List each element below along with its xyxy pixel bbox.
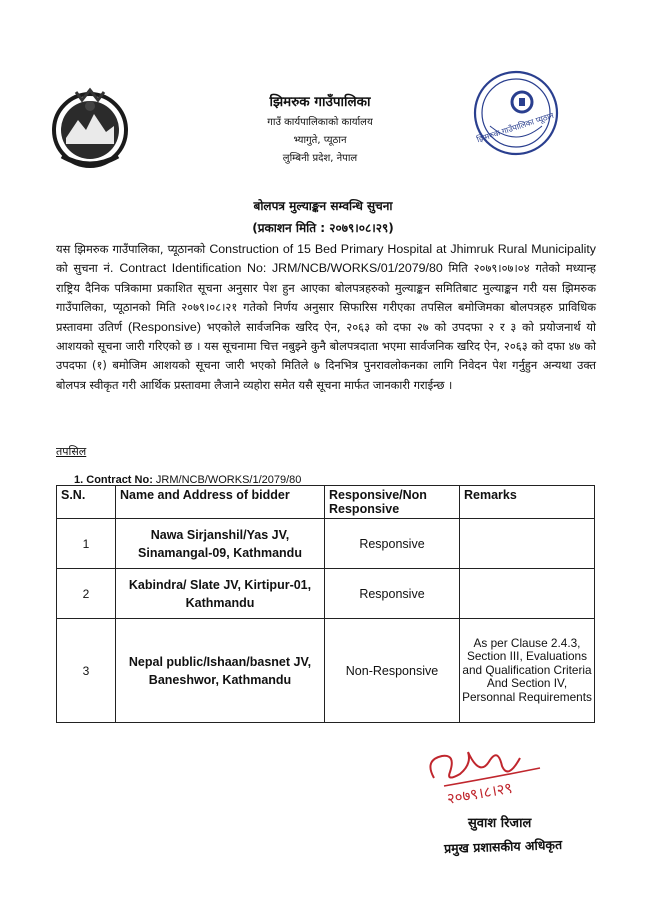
office-province: लुम्बिनी प्रदेश, नेपाल	[282, 153, 358, 164]
header-bidder: Name and Address of bidder	[116, 486, 325, 519]
bid-status: Non-Responsive	[325, 619, 460, 723]
bidders-table	[56, 485, 595, 723]
signatory-name: सुवाश रिजाल	[468, 816, 532, 831]
signature-date: २०७९।८।२९	[445, 778, 514, 808]
table-header-row	[57, 486, 595, 519]
header-remarks: Remarks	[460, 486, 595, 519]
project-name: Construction of 15 Bed Primary Hospital at Jhimruk Rural Municipality	[209, 242, 596, 256]
bidder-name: Nawa Sirjanshil/Yas JV, Sinamangal-09, Kathmandu	[116, 519, 325, 569]
body-part-a: यस झिमरुक गाउँपालिका, प्यूठानको	[56, 242, 210, 256]
published-date: (प्रकाशन मिति : २०७९।०८।२९)	[252, 221, 394, 235]
table-row	[57, 519, 595, 569]
notice-title-block	[160, 197, 486, 236]
bid-remarks	[460, 519, 595, 569]
office-header	[220, 92, 420, 164]
bid-remarks: As per Clause 2.4.3, Section III, Evaluations and Qualification Criteria And Section IV, Personnal Requirements	[460, 619, 595, 723]
header-sn: S.N.	[57, 486, 116, 519]
signature-icon	[420, 738, 600, 878]
body-part-c: मिति २०७९।०७।०४ गतेको मध्यान्ह राष्ट्रिय दैनिक पत्रिकामा प्रकाशित सूचना अनुसार पेश हुन आएका बोलपत्रहरुको मुल्याङ्कन समितिबाट मुल्याङ्कन गरी यस झिमरुक गाउँपालिका, प्यूठानको मिति २०७९।०८।२१ गतेको निर्णय अनुसार सिफारिस गरीएका तपसिल बमोजिमका बोलपत्रहरु प्राविधिक प्रस्तावमा उतिर्ण	[56, 261, 596, 334]
bidder-name: Kabindra/ Slate JV, Kirtipur-01, Kathmandu	[116, 569, 325, 619]
row-sn: 3	[57, 619, 116, 723]
nepal-emblem-icon	[48, 86, 132, 174]
body-part-b: को सुचना नं.	[56, 261, 120, 276]
contract-label: Contract No:	[86, 474, 153, 486]
contract-index: 1.	[74, 474, 84, 486]
contract-identification: Contract Identification No: JRM/NCB/WORKS/01/2079/80	[119, 261, 443, 276]
row-sn: 2	[57, 569, 116, 619]
table-row	[57, 619, 595, 723]
body-part-d: भएकोले सार्वजनिक खरिद ऐन, २०६३ को दफा २७ को उपदफा २ र ३ को प्रयोजनार्थ यो आशयको सूचना जारी गरिएको छ । यस सूचनामा चित्त नबुझ्ने कुनै बोलपत्रदाता भएमा सार्वजनिक खरिद ऐन, २०६३ को दफा ४७ को उपदफा (१) बमोजिम आशयको सूचना जारी भएको मितिले ७ दिनभित्र पुनरावलोकनका लागि निवेदन पेश गर्नुहुन अन्यथा उक्त बोलपत्र स्वीकृत गरी आर्थिक प्रस्तावमा लैजाने व्यहोरा समेत यसै सूचना मार्फत जानकारी गराईन्छ ।	[56, 319, 596, 392]
bid-status: Responsive	[325, 569, 460, 619]
responsive-term: (Responsive)	[127, 319, 201, 334]
office-subtitle: गाउँ कार्यपालिकाको कार्यालय	[267, 117, 373, 128]
office-stamp-icon	[470, 68, 562, 158]
header-status: Responsive/Non Responsive	[325, 486, 460, 519]
notice-title: बोलपत्र मुल्याङ्कन सम्वन्धि सुचना	[253, 199, 393, 213]
contract-number: JRM/NCB/WORKS/1/2079/80	[152, 474, 302, 486]
bid-remarks	[460, 569, 595, 619]
office-location: भ्यागुते, प्यूठान	[293, 135, 347, 146]
table-row	[57, 569, 595, 619]
notice-body	[56, 240, 596, 395]
row-sn: 1	[57, 519, 116, 569]
bidder-name: Nepal public/Ishaan/basnet JV, Baneshwor, Kathmandu	[116, 619, 325, 723]
bid-status: Responsive	[325, 519, 460, 569]
section-label: तपसिल	[56, 445, 87, 458]
office-name: झिमरुक गाउँपालिका	[269, 94, 371, 110]
stamp-text: झिमरुक गाउँपालिका प्यूठान	[475, 110, 555, 145]
signatory-post: प्रमुख प्रशासकीय अधिकृत	[443, 836, 563, 857]
